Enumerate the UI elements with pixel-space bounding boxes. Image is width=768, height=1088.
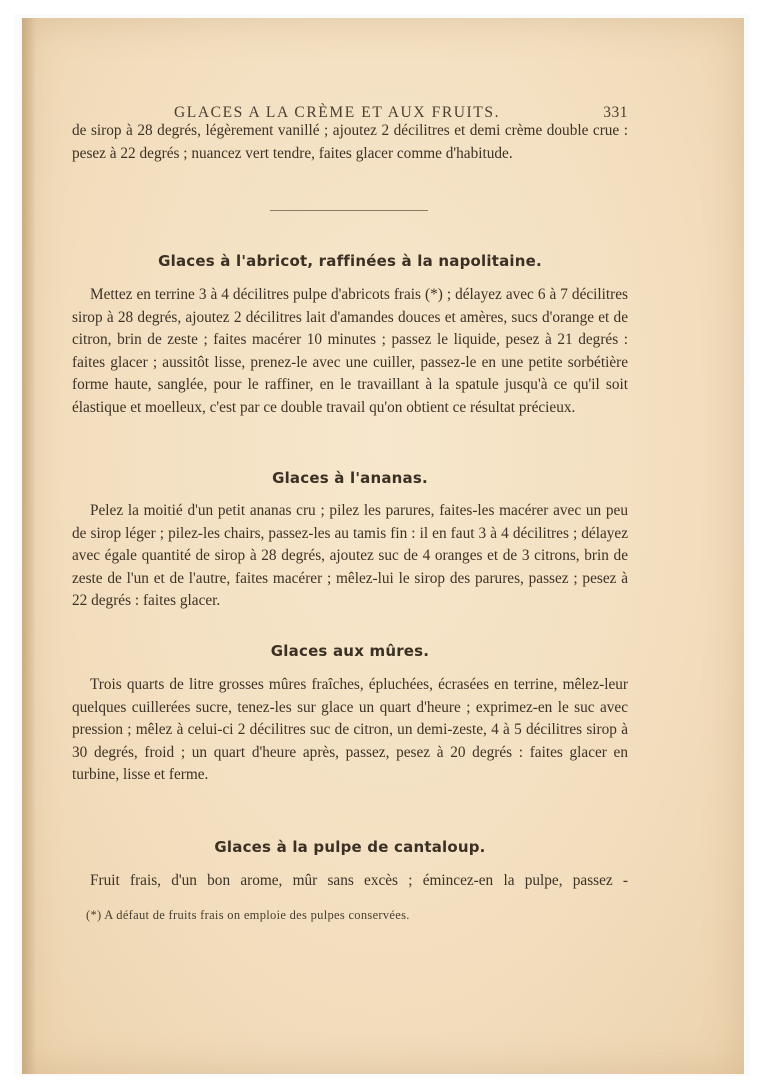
section-body-mures: Trois quarts de litre grosses mûres fraîches, épluchées, écrasées en terrine, mêlez-leur quelques cuillerées sucre, tenez-les sur glace un quart d'heure ; exprimez-en le suc avec pression ; mêlez à celui-ci 2 décilitres suc de citron, un demi-zeste, 4 à 5 décilitres sirop à 30 degrés, froid ; un quart d'heure après, passez, pesez à 20 degrés : faites glacer en turbine, lisse et ferme. [72,676,628,783]
section-body-cantaloup: Fruit frais, d'un bon arome, mûr sans excès ; émincez-en la pulpe, passez - [90,872,628,889]
section-title-ananas: Glaces à l'ananas. [272,469,428,487]
section-body-abricot: Mettez en terrine 3 à 4 décilitres pulpe d'abricots frais (*) ; délayez avec 6 à 7 décilitres sirop à 28 degrés, ajoutez 2 décilitres lait d'amandes douces et amères, sucs d'orange et de citron, brin de zeste ; faites macérer 10 minutes ; passez le liquide, pesez à 21 degrés : faites glacer ; aussitôt lisse, prenez-le avec une cuiller, passez-le en une petite sorbétière forme haute, sanglée, pour le raffiner, en le travaillant à la spatule jusqu'à ce qu'il soit élastique et moelleux, c'est par ce double travail qu'on obtient ce résultat précieux. [72,286,628,416]
page-number: 331 [603,104,628,121]
footnote: (*) A défaut de fruits frais on emploie des pulpes conservées. [86,908,410,922]
page-spine-shadow [22,18,36,1074]
running-title: GLACES A LA CRÈME ET AUX FRUITS. [174,104,501,121]
section-body-ananas: Pelez la moitié d'un petit ananas cru ; pilez les parures, faites-les macérer avec un peu de sirop léger ; pilez-les chairs, passez-les au tamis fin : il en faut 3 à 4 décilitres ; délayez avec égale quantité de sirop à 28 degrés, ajoutez suc de 4 oranges et de 3 citrons, brin de zeste de l'un et de l'autre, faites macérer ; mêlez-lui le sirop des parures, passez ; pesez à 22 degrés : faites glacer. [72,502,628,609]
section-title-mures: Glaces aux mûres. [270,642,430,660]
section-title-cantaloup: Glaces à la pulpe de cantaloup. [214,838,486,856]
intro-paragraph: de sirop à 28 degrés, légèrement vanillé ; ajoutez 2 décilitres et demi crème double crue : pesez à 22 degrés ; nuancez vert tendre, faites glacer comme d'habitude. [72,122,628,162]
section-title-abricot: Glaces à l'abricot, raffinées à la napolitaine. [158,252,542,270]
section-divider [270,210,428,211]
